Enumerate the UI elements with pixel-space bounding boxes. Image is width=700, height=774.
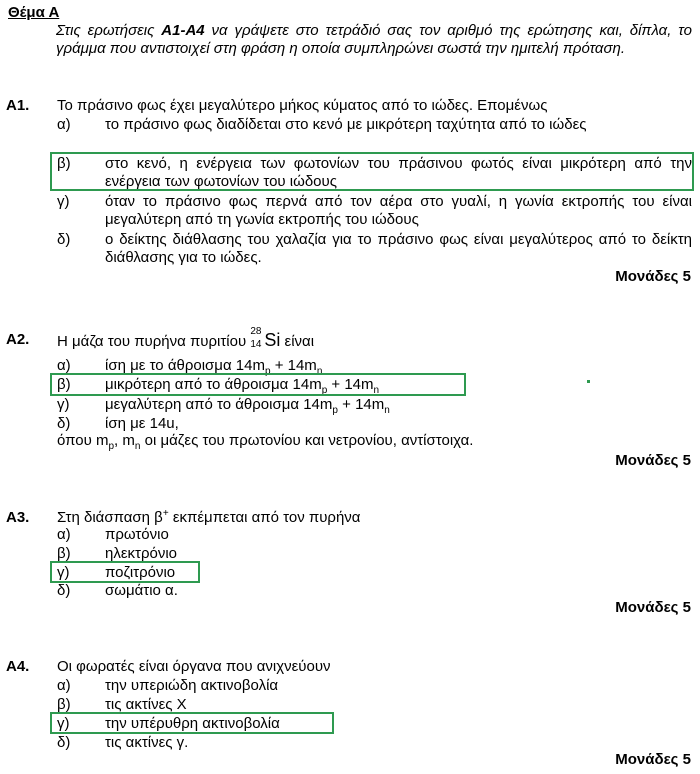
- silicon-isotope-notation: [250, 326, 264, 350]
- units-a3: Μονάδες 5: [615, 599, 691, 616]
- section-title: Θέμα Α: [8, 4, 60, 21]
- a2-option-b-text: μικρότερη από το άθροισμα $14m_p + 14m_n$: [105, 376, 380, 396]
- a4-option-b-letter: β): [57, 696, 71, 713]
- a4-option-c-letter: γ): [57, 715, 70, 732]
- a3-option-a-letter: α): [57, 526, 71, 543]
- a2-text-end: είναι: [280, 333, 315, 350]
- question-a1-number: Α1.: [6, 97, 30, 114]
- a4-option-d-text: τις ακτίνες γ.: [105, 734, 189, 751]
- atomic-number: 14: [250, 339, 262, 350]
- a4-option-a-letter: α): [57, 677, 71, 694]
- a1-option-d-letter: δ): [57, 231, 71, 248]
- question-a4-number: Α4.: [6, 658, 30, 675]
- question-a3-text: Στη διάσπαση β+ εκπέμπεται από τον πυρήνα: [57, 508, 361, 526]
- a3-option-b-letter: β): [57, 545, 71, 562]
- a4-option-c-text: την υπέρυθρη ακτινοβολία: [105, 715, 280, 732]
- a2-option-d-text: ίση με 14u,: [105, 415, 179, 432]
- a2-option-a-text: ίση με το άθροισμα $14m_p + 14m_n$: [105, 357, 323, 377]
- a2-footnote: όπου $m_p$, $m_n$ οι μάζες του πρωτονίου και νετρονίου, αντίστοιχα.: [57, 432, 474, 452]
- a4-option-d-letter: δ): [57, 734, 71, 751]
- question-a2-number: Α2.: [6, 331, 30, 348]
- a1-option-d-text: ο δείκτης διάθλασης του χαλαζία για το πράσινο φως είναι μεγαλύτερος από το δείκτη διάθλασης για το ιώδες.: [105, 231, 692, 266]
- a3-option-d-text: σωμάτιο α.: [105, 582, 178, 599]
- a2-option-c-text: μεγαλύτερη από το άθροισμα $14m_p + 14m_n$: [105, 396, 390, 416]
- a4-option-b-text: τις ακτίνες Χ: [105, 696, 187, 713]
- a3-option-c-letter: γ): [57, 564, 70, 581]
- a2-text-start: Η μάζα του πυρήνα πυριτίου: [57, 333, 251, 350]
- instructions-text-start: Στις ερωτήσεις: [56, 22, 162, 39]
- instructions-range: Α1-Α4: [161, 22, 205, 39]
- a2-option-d-letter: δ): [57, 415, 71, 432]
- element-symbol: Si: [264, 330, 281, 350]
- a1-option-c-letter: γ): [57, 193, 70, 210]
- question-a4-text: Οι φωρατές είναι όργανα που ανιχνεύουν: [57, 658, 331, 675]
- a4-option-a-text: την υπεριώδη ακτινοβολία: [105, 677, 279, 694]
- units-a2: Μονάδες 5: [615, 452, 691, 469]
- a3-option-b-text: ηλεκτρόνιο: [105, 545, 178, 562]
- a3-option-d-letter: δ): [57, 582, 71, 599]
- green-dot-mark: [587, 380, 590, 383]
- instructions: [56, 22, 692, 58]
- a3-option-a-text: πρωτόνιο: [105, 526, 169, 543]
- instructions-text-end: να γράψετε στο τετράδιό σας τον αριθμό της ερώτησης και, δίπλα, το γράμμα που αντιστοιχεί στη φράση η οποία συμπληρώνει σωστά την ημιτελή πρόταση.: [56, 22, 693, 57]
- a1-option-c-text: όταν το πράσινο φως περνά από τον αέρα στο γυαλί, η γωνία εκτροπής του είναι μεγαλύτερη από τη γωνία εκτροπής του ιώδους: [105, 193, 692, 228]
- a2-option-c-letter: γ): [57, 396, 70, 413]
- a1-option-b-letter: β): [57, 155, 71, 172]
- a3-option-c-text: ποζιτρόνιο: [105, 564, 176, 581]
- a2-option-a-letter: α): [57, 357, 71, 374]
- a1-option-a-letter: α): [57, 116, 71, 133]
- question-a2-text: [57, 326, 315, 351]
- units-a4: Μονάδες 5: [615, 751, 691, 768]
- question-a3-number: Α3.: [6, 509, 30, 526]
- a2-option-b-letter: β): [57, 376, 71, 393]
- mass-number: 28: [250, 326, 262, 337]
- units-a1: Μονάδες 5: [615, 268, 691, 285]
- a1-option-b-text: στο κενό, η ενέργεια των φωτονίων του πράσινου φωτός είναι μικρότερη από την ενέργεια των φωτονίων του ιώδους: [105, 155, 692, 190]
- question-a1-text: Το πράσινο φως έχει μεγαλύτερο μήκος κύματος από το ιώδες. Επομένως: [57, 97, 548, 114]
- a1-option-a-text: το πράσινο φως διαδίδεται στο κενό με μικρότερη ταχύτητα από το ιώδες: [105, 116, 587, 133]
